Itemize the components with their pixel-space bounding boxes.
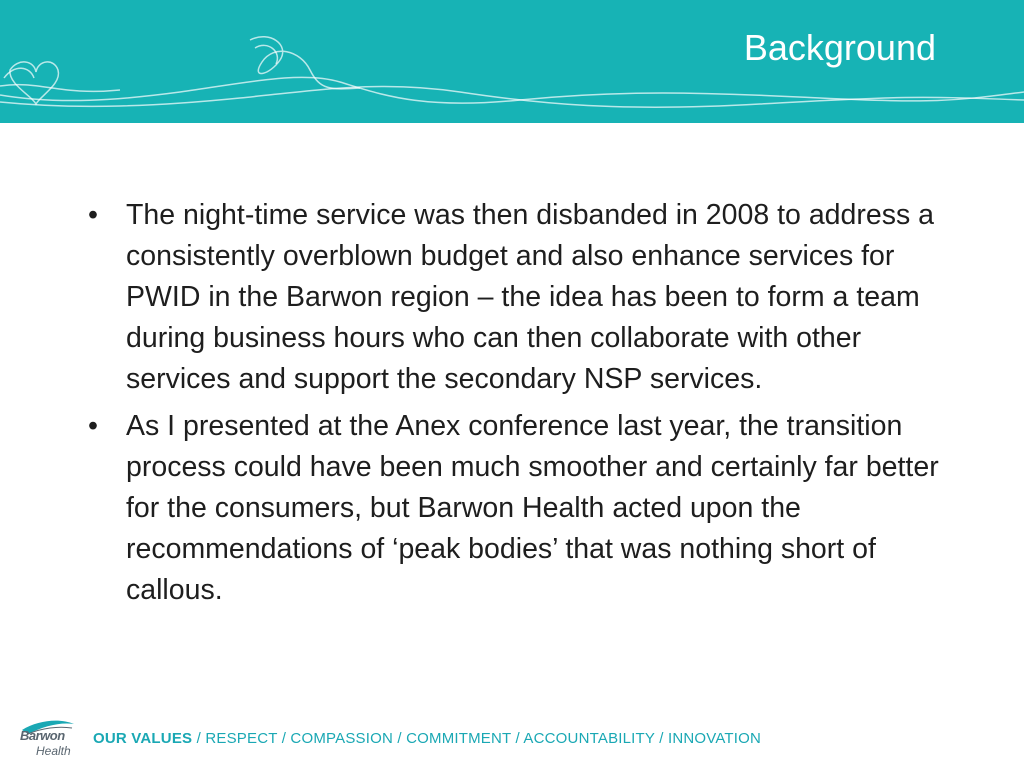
values-line: [93, 730, 761, 747]
barwon-health-logo: [14, 716, 78, 764]
bullet-list: [84, 195, 944, 611]
slide-title: Background: [743, 27, 936, 68]
bullet-text: The night-time service was then disbanded in 2008 to address a consistently overblown budget and also enhance services for PWID in the Barwon region – the idea has been to form a team during business hours who can then collaborate with other services and support the secondary NSP services.: [126, 199, 934, 395]
bullet-marker: •: [88, 410, 98, 442]
list-item: [84, 406, 944, 611]
logo-text-barwon: Barwon: [20, 728, 65, 743]
list-item: [84, 195, 944, 400]
footer: [0, 708, 1024, 768]
values-heading: OUR VALUES: [93, 730, 193, 747]
header-band: [0, 0, 1024, 123]
bullet-text: As I presented at the Anex conference last year, the transition process could have been much smoother and certainly far better for the consumers, but Barwon Health acted upon the recommendations of ‘peak bodies’ that was nothing short of callous.: [126, 410, 939, 606]
values-items: / RESPECT / COMPASSION / COMMITMENT / ACCOUNTABILITY / INNOVATION: [196, 730, 762, 747]
bullet-marker: •: [88, 199, 98, 231]
logo-text-health: Health: [36, 744, 71, 758]
content-area: [84, 195, 944, 617]
